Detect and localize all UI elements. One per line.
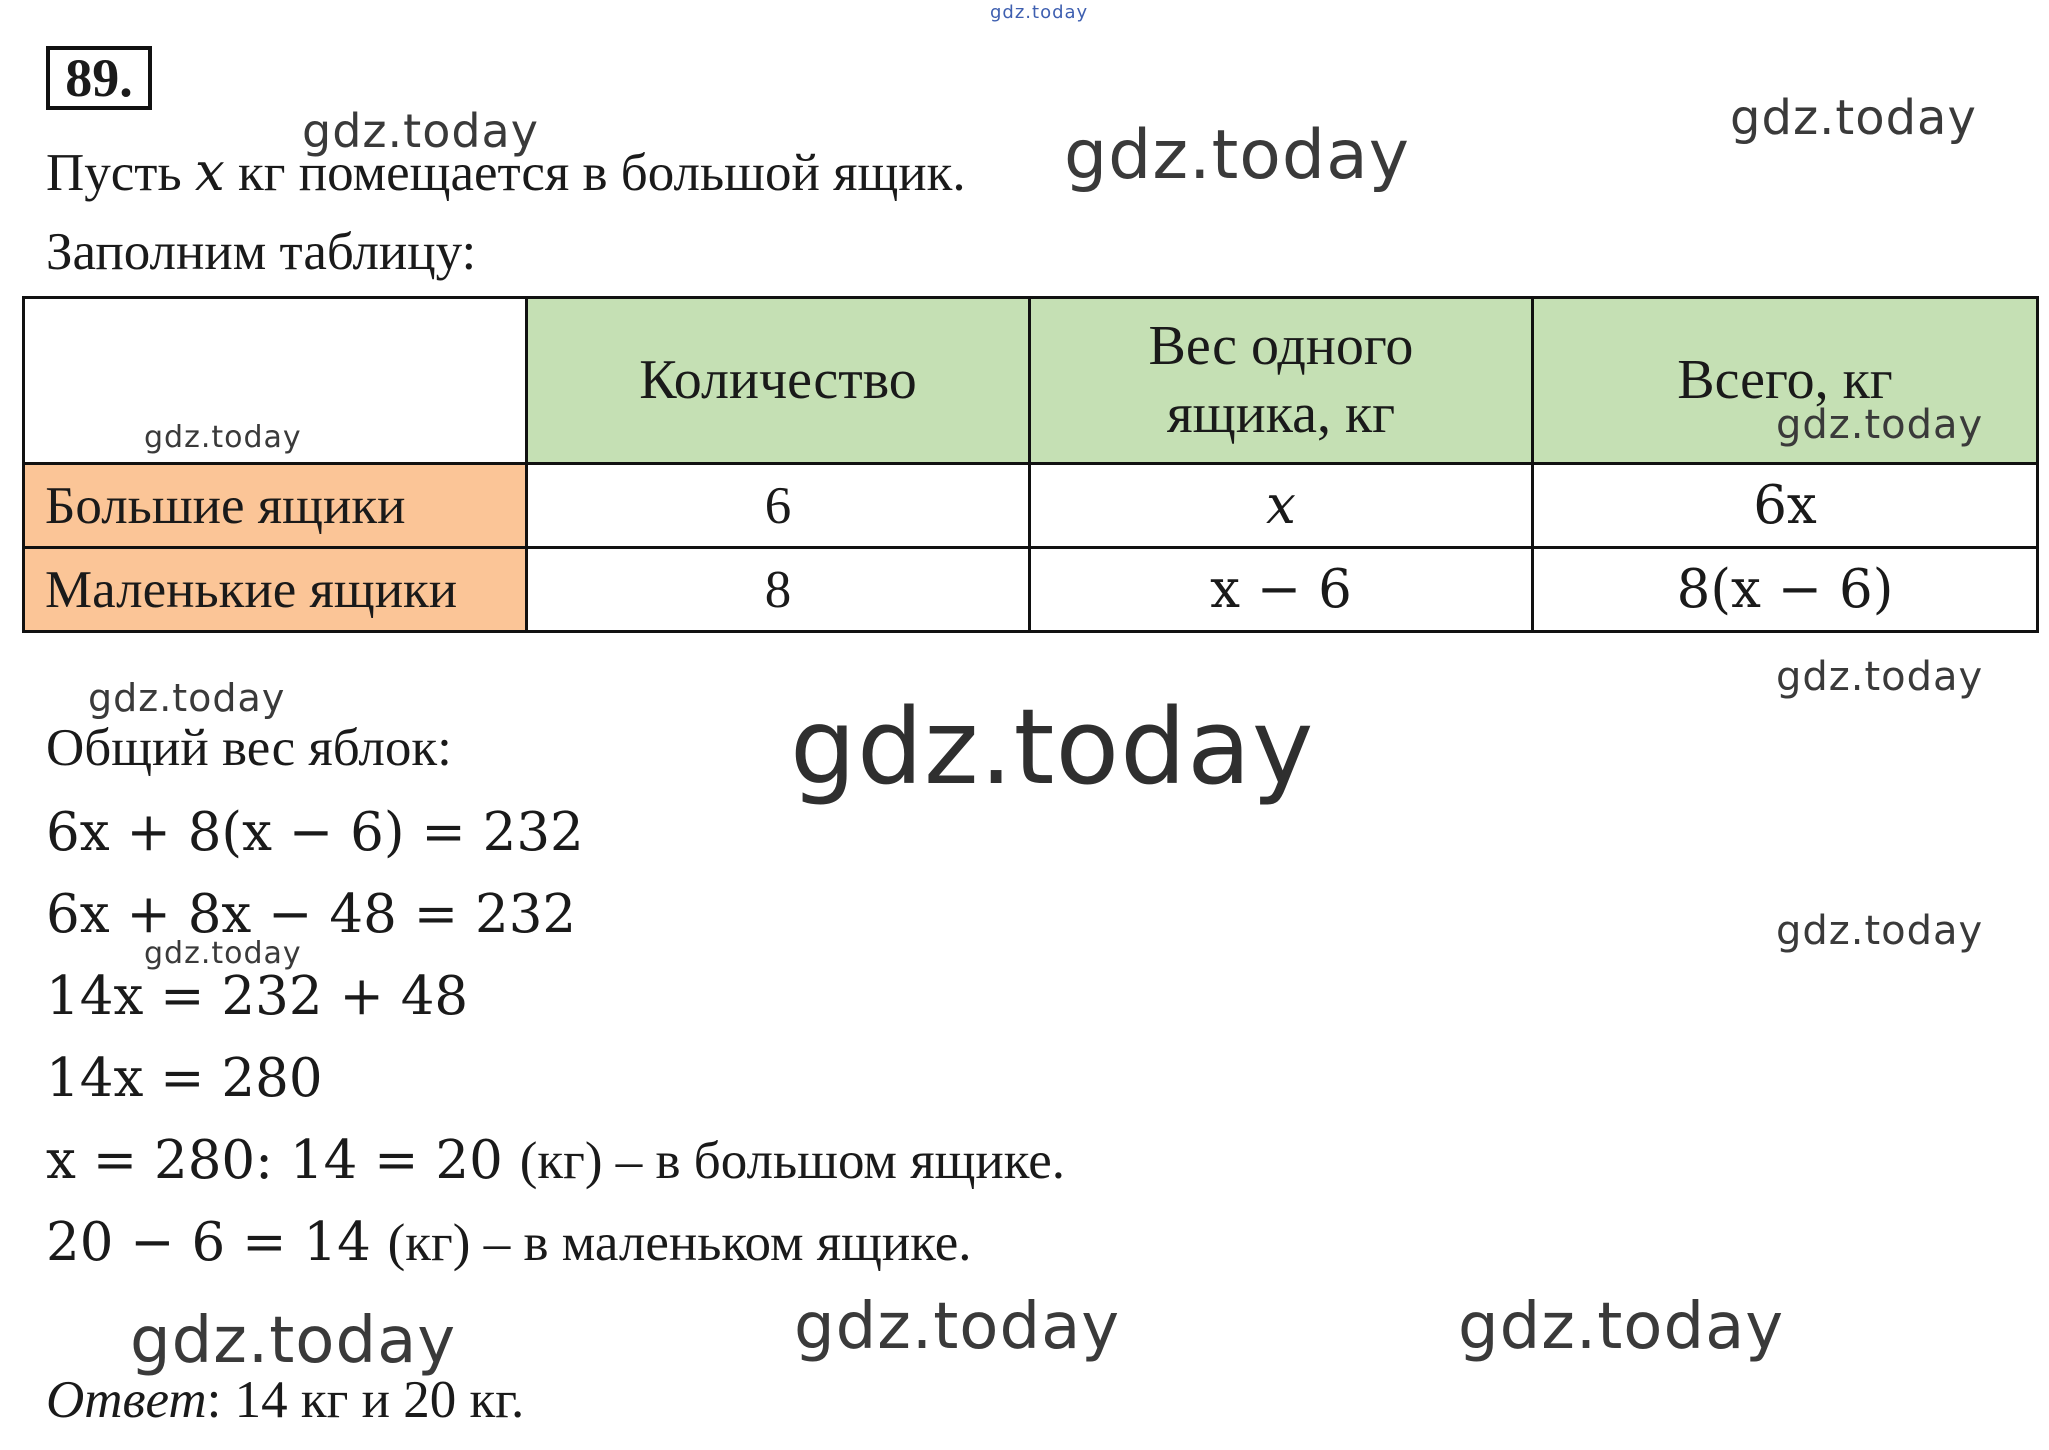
cell-count-large: 6 xyxy=(527,464,1030,548)
header-weight xyxy=(1030,298,1533,464)
watermark: gdz.today xyxy=(1458,1290,1785,1364)
answer-text: : 14 кг и 20 кг. xyxy=(206,1371,525,1429)
boxes-table xyxy=(22,296,2039,633)
header-total: Всего, кг xyxy=(1533,298,2038,464)
result-small-math: 20 − 6 = 14 xyxy=(46,1212,388,1273)
watermark: gdz.today xyxy=(144,936,302,971)
cell-weight-large-text: x xyxy=(1266,475,1296,536)
watermark: gdz.today xyxy=(790,686,1315,808)
watermark: gdz.today xyxy=(990,2,1089,23)
result-large-math: x = 280: 14 = 20 xyxy=(46,1130,520,1191)
result-large-text: (кг) – в большом ящике. xyxy=(519,1132,1065,1190)
answer-line xyxy=(46,1371,525,1429)
watermark: gdz.today xyxy=(1730,90,1977,146)
cell-weight-large xyxy=(1030,464,1533,548)
watermark: gdz.today xyxy=(1064,116,1410,195)
intro-prefix: Пусть xyxy=(46,144,195,202)
header-weight-line1: Вес одного xyxy=(1148,315,1414,378)
equation-line: 14x = 280 xyxy=(46,1048,323,1109)
watermark: gdz.today xyxy=(1776,654,1984,700)
row-label-small: Маленькие ящики xyxy=(24,548,527,632)
table-header-row xyxy=(24,298,2038,464)
table-intro: Заполним таблицу: xyxy=(46,223,477,281)
watermark: gdz.today xyxy=(88,676,286,720)
cell-count-small: 8 xyxy=(527,548,1030,632)
row-label-large: Большие ящики xyxy=(24,464,527,548)
equation-line: 6x + 8x − 48 = 232 xyxy=(46,884,577,945)
equation-line: 14x = 232 + 48 xyxy=(46,966,469,1027)
cell-weight-small: x − 6 xyxy=(1030,548,1533,632)
cell-total-large: 6x xyxy=(1533,464,2038,548)
header-weight-line2: ящика, кг xyxy=(1166,382,1396,445)
answer-label: Ответ xyxy=(46,1371,207,1429)
watermark: gdz.today xyxy=(1776,908,1984,954)
table-row xyxy=(24,464,2038,548)
problem-number: 89. xyxy=(46,46,152,110)
watermark: gdz.today xyxy=(1776,402,1984,448)
total-weight-label: Общий вес яблок: xyxy=(46,719,452,777)
intro-variable: x xyxy=(194,142,225,203)
intro-suffix: кг помещается в большой ящик. xyxy=(224,144,966,202)
watermark: gdz.today xyxy=(302,104,539,158)
cell-total-small: 8(x − 6) xyxy=(1533,548,2038,632)
watermark: gdz.today xyxy=(130,1304,457,1378)
header-count: Количество xyxy=(527,298,1030,464)
table-row xyxy=(24,548,2038,632)
result-large-line xyxy=(46,1130,1065,1191)
watermark: gdz.today xyxy=(144,420,302,455)
watermark: gdz.today xyxy=(794,1290,1121,1364)
result-small-line xyxy=(46,1212,972,1273)
result-small-text: (кг) – в маленьком ящике. xyxy=(387,1214,972,1272)
equation-line: 6x + 8(x − 6) = 232 xyxy=(46,802,584,863)
